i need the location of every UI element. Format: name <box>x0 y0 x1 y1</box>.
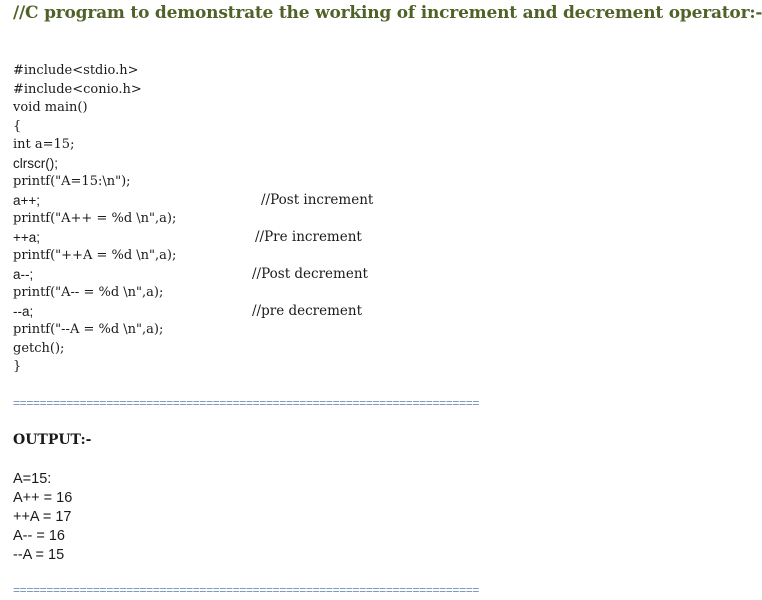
code-line: } <box>13 359 22 374</box>
output-line: A-- = 16 <box>13 528 65 544</box>
output-line: ++A = 17 <box>13 509 72 525</box>
divider-bottom: ====================================================================== <box>13 583 480 597</box>
code-line: #include<conio.h> <box>13 81 142 97</box>
divider-top: ====================================================================== <box>13 396 480 410</box>
output-block <box>13 470 72 565</box>
code-line: { <box>13 118 22 134</box>
output-heading: OUTPUT:- <box>13 432 92 448</box>
comment-pre-increment: //Pre increment <box>255 229 362 245</box>
comment-post-increment: //Post increment <box>261 192 374 208</box>
code-line: clrscr(); <box>13 155 58 171</box>
code-line: #include<stdio.h> <box>13 63 139 78</box>
code-block <box>13 62 413 377</box>
comment-post-decrement: //Post decrement <box>252 266 368 282</box>
page-title: //C program to demonstrate the working of increment and decrement operator:- <box>13 3 762 23</box>
code-line: printf("A++ = %d \n",a); <box>13 211 177 226</box>
output-line: A++ = 16 <box>13 490 73 506</box>
code-line: printf("A=15:\n"); <box>13 174 131 189</box>
output-line: A=15: <box>13 471 52 487</box>
output-line: --A = 15 <box>13 547 65 563</box>
code-line: ++a; <box>13 229 41 245</box>
code-line: --a; <box>13 303 34 319</box>
code-line: void main() <box>13 100 88 115</box>
code-line: printf("++A = %d \n",a); <box>13 248 177 263</box>
code-line: printf("A-- = %d \n",a); <box>13 285 164 300</box>
code-line: printf("--A = %d \n",a); <box>13 322 164 337</box>
code-line: a++; <box>13 192 41 208</box>
code-line: a--; <box>13 266 34 282</box>
code-line: int a=15; <box>13 137 75 152</box>
comment-pre-decrement: //pre decrement <box>252 303 363 319</box>
code-line: getch(); <box>13 340 65 356</box>
